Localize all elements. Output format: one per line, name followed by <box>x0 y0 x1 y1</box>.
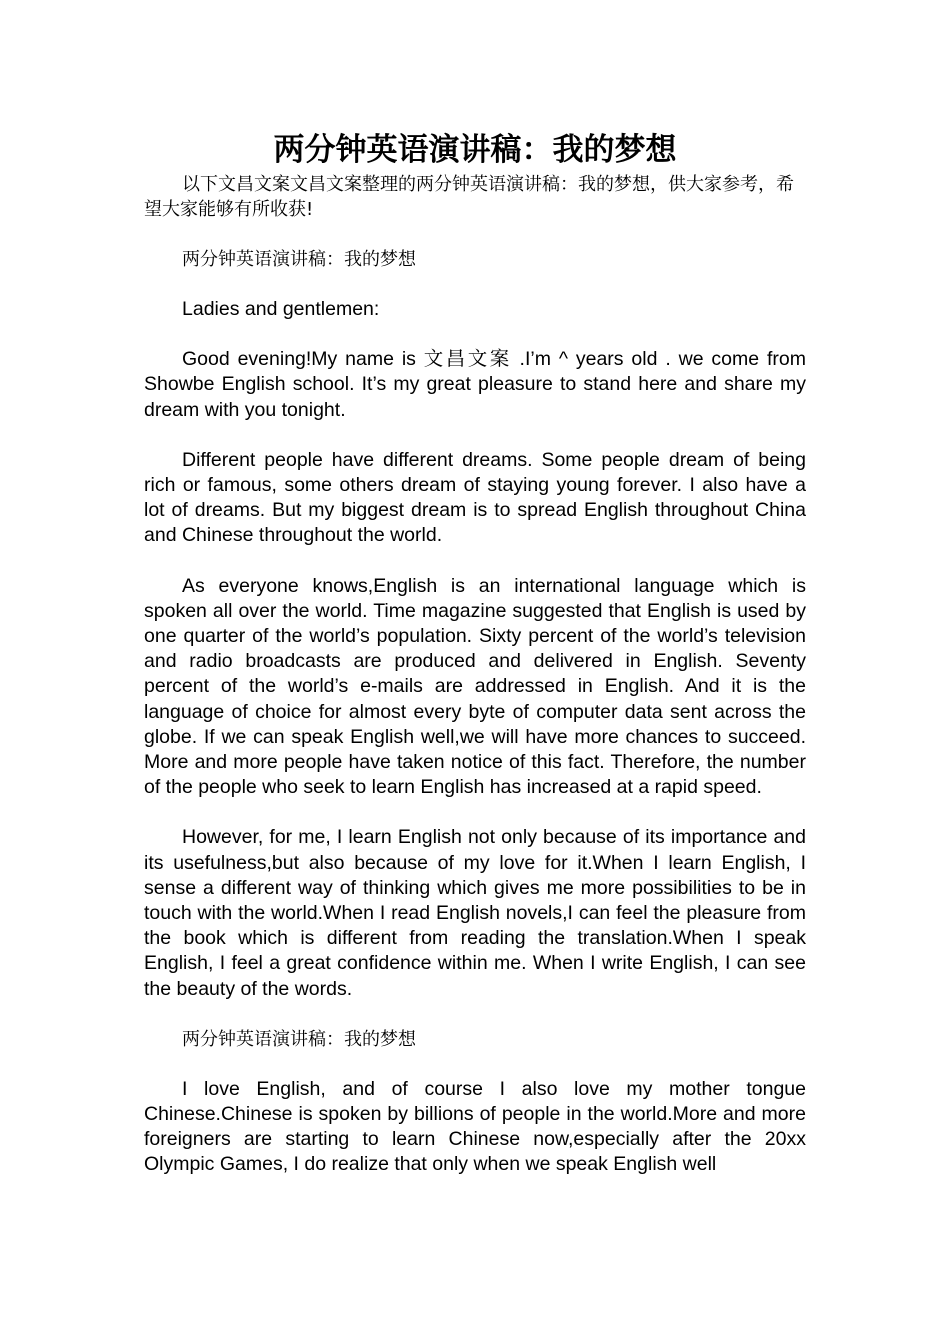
spacer <box>144 549 806 574</box>
intro-paragraph: 以下文昌文案文昌文案整理的两分钟英语演讲稿：我的梦想，供大家参考，希望大家能够有所收获! <box>144 174 794 220</box>
spacer <box>144 800 806 825</box>
spacer <box>144 272 806 297</box>
subheading: 两分钟英语演讲稿：我的梦想 <box>182 249 416 270</box>
subheading: 两分钟英语演讲稿：我的梦想 <box>182 1028 416 1050</box>
spacer <box>144 423 806 448</box>
document-title: 两分钟英语演讲稿：我的梦想 <box>273 132 677 168</box>
body-paragraph: However, for me, I learn English not only because of its importance and its usefulness,but also because of my love for it.When I learn English, I sense a different way of thinking which gives me more possibilities to be in touch with the world.When I read English novels,I can feel the pleasure from the book which is different from reading the translation.When I speak English, I feel a great confidence within me. When I write English, I can see the beauty of the words. <box>144 826 806 1000</box>
spacer <box>144 222 806 247</box>
spacer <box>144 1002 806 1027</box>
spacer <box>144 322 806 347</box>
body-paragraph: I love English, and of course I also love my mother tongue Chinese.Chinese is spoken by billions of people in the world.More and more foreigners are starting to learn Chinese now,especially after the 20xx Olympic Games, I do realize that only when we speak English well <box>144 1077 806 1176</box>
body-paragraph: Different people have different dreams. Some people dream of being rich or famous, some others dream of staying young forever. I also have a lot of dreams. But my biggest dream is to spread English throughout China and Chinese throughout the world. <box>144 448 806 547</box>
spacer <box>144 1052 806 1077</box>
document-page <box>144 128 806 1178</box>
body-paragraph: Good evening!My name is 文昌文案 .I’m ^ years old . we come from Showbe English school. It’s my great pleasure to stand here and share my dream with you tonight. <box>144 348 806 421</box>
body-paragraph: As everyone knows,English is an international language which is spoken all over the world. Time magazine suggested that English is used by one quarter of the world’s population. Sixty percent of the world’s television and radio broadcasts are produced and delivered in English. Seventy percent of the world’s e-mails are addressed in English. And it is the language of choice for almost every byte of computer data sent across the globe. If we can speak English well,we will have more chances to succeed. More and more people have taken notice of this fact. Therefore, the number of the people who seek to learn English has increased at a rapid speed. <box>144 574 806 799</box>
greeting-line: Ladies and gentlemen: <box>182 298 380 320</box>
